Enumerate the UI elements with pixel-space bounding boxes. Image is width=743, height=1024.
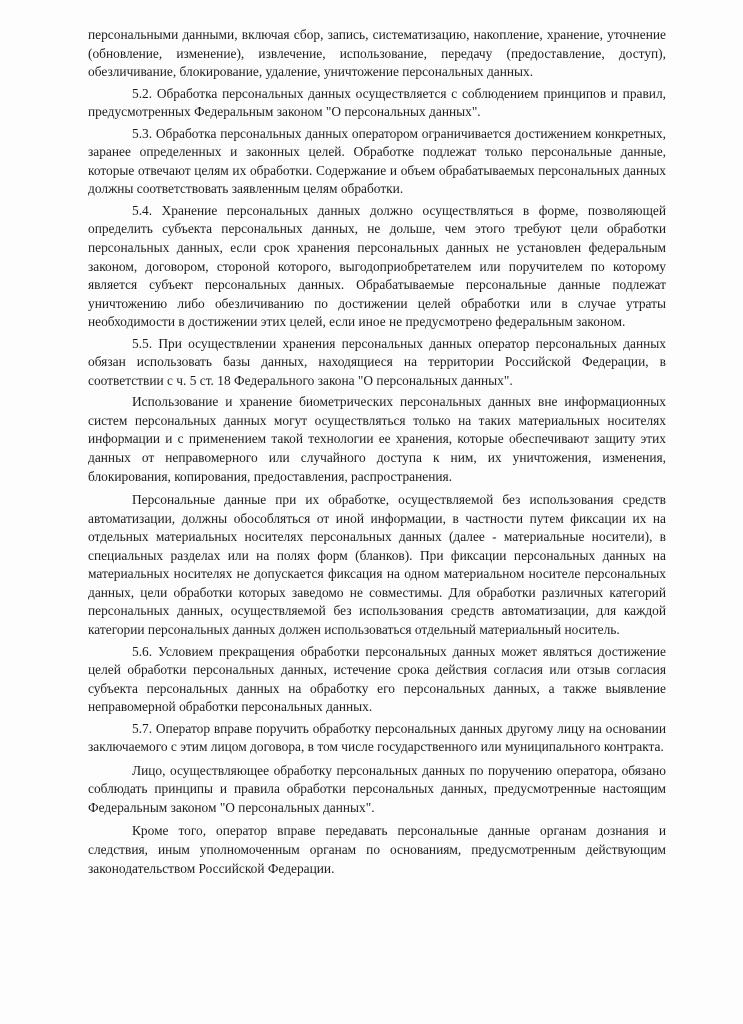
paragraph-authorities-transfer: Кроме того, оператор вправе передавать персональные данные органам дознания и следствия, иным уполномоченным органам по основаниям, предусмотренным действующим законодательством Российской Федерации. — [88, 823, 666, 876]
paragraph-5-5: 5.5. При осуществлении хранения персональных данных оператор персональных данных обязан использовать базы данных, находящиеся на территории Российской Федерации, в соответствии с ч. 5 ст. 18 Федерального закона "О персональных данных". — [88, 335, 666, 388]
paragraph-5-7: 5.7. Оператор вправе поручить обработку персональных данных другому лицу на основании заключаемого с этим лицом договора, в том числе государственного или муниципального контракта. — [88, 720, 666, 755]
paragraph-5-6: 5.6. Условием прекращения обработки персональных данных может являться достижение целей обработки персональных данных, истечение срока действия согласия или отзыв согласия субъекта персональных данных на обработку его персональных данных, а также выявление неправомерной обработки персональных данных. — [88, 643, 666, 715]
paragraph-5-4: 5.4. Хранение персональных данных должно осуществляться в форме, позволяющей определить субъекта персональных данных, не дольше, чем этого требуют цели обработки персональных данных, если срок хранения персональных данных не установлен федеральным законом, договором, стороной которого, выгодоприобретателем или поручителем по которому является субъект персональных данных. Обрабатываемые персональные данные подлежат уничтожению либо обезличиванию по достижении целей обработки или в случае утраты необходимости в достижении этих целей, если иное не предусмотрено федеральным законом. — [88, 202, 666, 330]
paragraph-biometric-data: Использование и хранение биометрических персональных данных вне информационных систем персональных данных могут осуществляться только на таких материальных носителях информации и с применением такой технологии ее хранения, которые обеспечивают защиту этих данных от неправомерного или случайного доступа к ним, их уничтожения, изменения, блокирования, копирования, предоставления, распространения. — [88, 394, 666, 484]
paragraph-non-automated-processing: Персональные данные при их обработке, осуществляемой без использования средств автоматизации, должны обособляться от иной информации, в частности путем фиксации их на отдельных материальных носителях персональных данных (далее - материальные носители), в специальных разделах или на полях форм (бланков). При фиксации персональных данных на материальных носителях не допускается фиксация на одном материальном носителе персональных данных, цели обработки которых заведомо не совместимы. Для обработки различных категорий персональных данных, осуществляемой без использования средств автоматизации, для каждой категории персональных данных должен использоваться отдельный материальный носитель. — [88, 492, 666, 637]
paragraph-5-2: 5.2. Обработка персональных данных осуществляется с соблюдением принципов и правил, предусмотренных Федеральным законом "О персональных данных". — [88, 85, 666, 120]
paragraph-processor-obligations: Лицо, осуществляющее обработку персональных данных по поручению оператора, обязано соблюдать принципы и правила обработки персональных данных, предусмотренные настоящим Федеральным законом "О персональных данных". — [88, 762, 666, 815]
paragraph-5-3: 5.3. Обработка персональных данных оператором ограничивается достижением конкретных, заранее определенных и законных целей. Обработке подлежат только персональные данные, которые отвечают целям их обработки. Содержание и объем обрабатываемых персональных данных должны соответствовать заявленным целям обработки. — [88, 125, 666, 197]
document-body — [88, 26, 666, 881]
paragraph-continuation: персональными данными, включая сбор, запись, систематизацию, накопление, хранение, уточнение (обновление, изменение), извлечение, использование, передачу (предоставление, доступ), обезличивание, блокирование, удаление, уничтожение персональных данных. — [88, 27, 666, 80]
